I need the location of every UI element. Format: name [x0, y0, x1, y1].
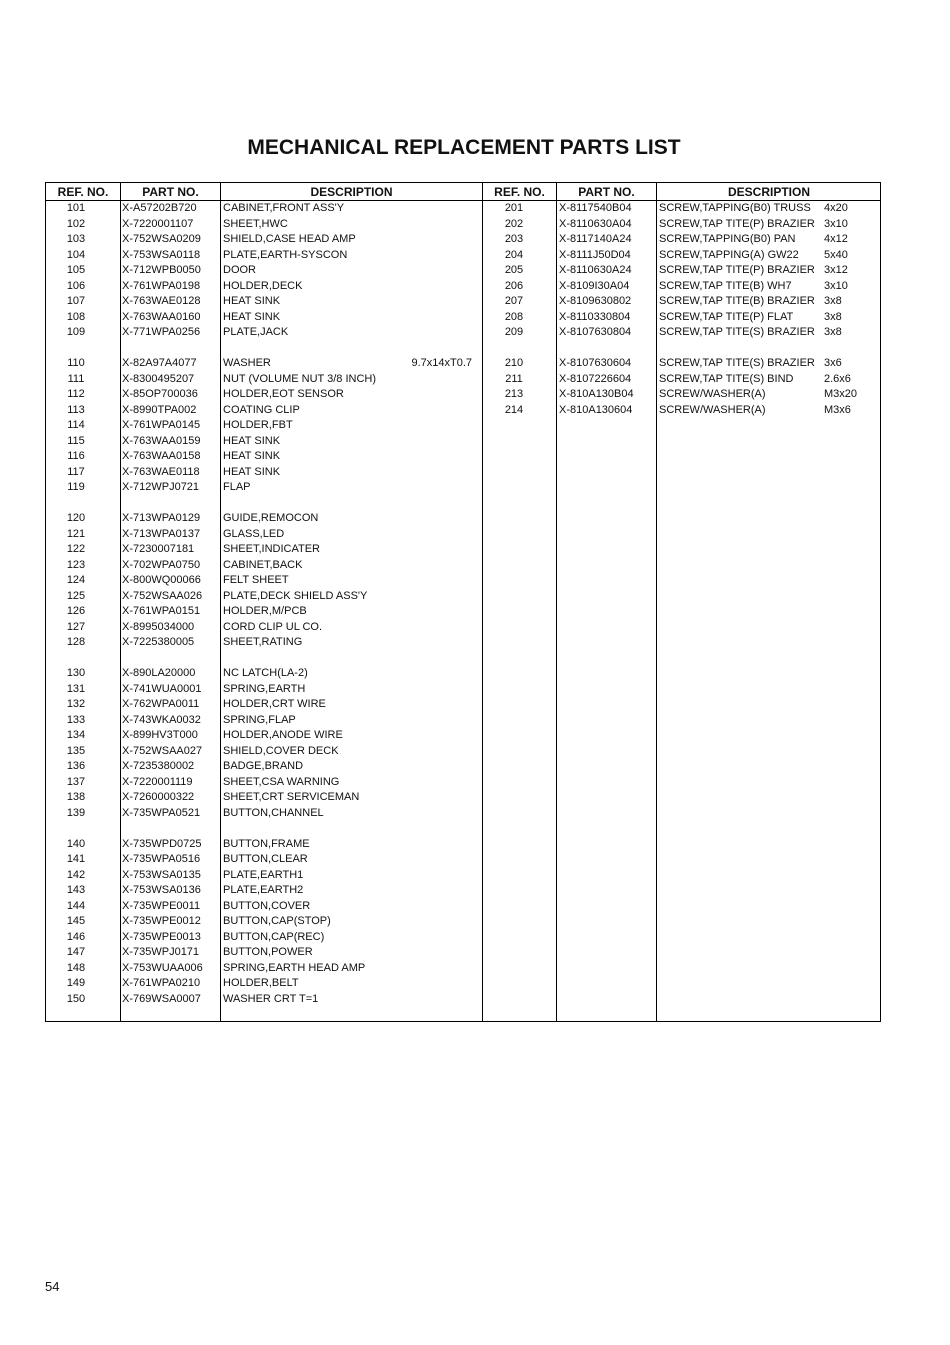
- ref-no-cell: 138: [66, 791, 86, 803]
- part-no-cell: X-713WPA0129: [122, 512, 201, 524]
- page-title: MECHANICAL REPLACEMENT PARTS LIST: [247, 136, 681, 159]
- ref-no-cell: 143: [66, 884, 86, 896]
- ref-no-cell: 144: [66, 899, 86, 912]
- description-cell: BUTTON,CAP(STOP): [223, 915, 331, 927]
- description-cell: HOLDER,M/PCB: [223, 605, 307, 617]
- ref-no-cell: 123: [66, 558, 86, 571]
- part-no-cell: X-763WAA0158: [122, 450, 201, 462]
- description-cell: FLAP: [223, 481, 251, 493]
- description-cell: COATING CLIP: [223, 403, 300, 416]
- description-cell: SHEET,HWC: [223, 217, 288, 230]
- table-row: [46, 201, 880, 217]
- ref-no-cell: 149: [66, 977, 86, 989]
- description-cell: SCREW/WASHER(A): [659, 388, 766, 400]
- ref-no-cell: 142: [66, 868, 86, 881]
- table-row: [46, 573, 880, 589]
- ref-no-cell: 128: [66, 636, 86, 648]
- part-no-cell: X-7260000322: [122, 791, 195, 803]
- table-row: [46, 790, 880, 806]
- part-no-cell: X-702WPA0750: [122, 558, 201, 571]
- part-no-cell: X-8109630802: [559, 295, 632, 307]
- table-row: [46, 558, 880, 574]
- table-row: [46, 883, 880, 899]
- ref-no-cell: 209: [504, 326, 524, 338]
- description-cell: HOLDER,EOT SENSOR: [223, 388, 344, 400]
- spec-cell: 3x6: [824, 357, 842, 369]
- description-cell: SHIELD,COVER DECK: [223, 744, 339, 757]
- table-row: [46, 713, 880, 729]
- part-no-cell: X-761WPA0210: [122, 977, 201, 989]
- table-row: [46, 480, 880, 496]
- description-cell: HEAT SINK: [223, 295, 281, 307]
- table-row: [46, 263, 880, 279]
- ref-no-cell: 148: [66, 961, 86, 974]
- part-no-cell: X-761WPA0198: [122, 279, 201, 292]
- description-cell: HEAT SINK: [223, 434, 281, 447]
- ref-no-cell: 126: [66, 605, 86, 617]
- description-cell: FELT SHEET: [223, 574, 289, 586]
- part-no-cell: X-8995034000: [122, 620, 195, 633]
- description-cell: HOLDER,FBT: [223, 419, 293, 431]
- ref-no-cell: 207: [504, 295, 524, 307]
- table-row: [46, 728, 880, 744]
- header-ref-no-right: REF. NO.: [494, 185, 545, 199]
- description-cell: SCREW,TAP TITE(P) BRAZIER: [659, 217, 815, 230]
- ref-no-cell: 141: [66, 853, 86, 865]
- part-no-cell: X-761WPA0145: [122, 419, 201, 431]
- part-no-cell: X-735WPJ0171: [122, 946, 200, 958]
- part-no-cell: X-753WSA0136: [122, 884, 201, 896]
- ref-no-cell: 103: [66, 233, 86, 245]
- ref-no-cell: 136: [66, 760, 86, 772]
- description-cell: GUIDE,REMOCON: [223, 512, 319, 524]
- description-cell: SCREW,TAP TITE(B) WH7: [659, 279, 792, 292]
- table-row: [46, 449, 880, 465]
- description-cell: NUT (VOLUME NUT 3/8 INCH): [223, 372, 377, 385]
- ref-no-cell: 102: [66, 217, 86, 230]
- part-no-cell: X-735WPA0516: [122, 853, 201, 865]
- ref-no-cell: 133: [66, 713, 86, 726]
- part-no-cell: X-899HV3T000: [122, 729, 198, 741]
- description-cell: DOOR: [223, 264, 256, 276]
- ref-no-cell: 101: [66, 202, 86, 214]
- description-cell: HEAT SINK: [223, 450, 281, 462]
- ref-no-cell: 110: [67, 357, 85, 369]
- description-cell: SCREW,TAP TITE(B) BRAZIER: [659, 295, 815, 307]
- spec-cell: 3x8: [824, 326, 842, 338]
- spec-cell: 3x8: [824, 295, 842, 307]
- part-no-cell: X-743WKA0032: [122, 713, 201, 726]
- ref-no-cell: 130: [66, 667, 86, 679]
- part-no-cell: X-762WPA0011: [122, 698, 200, 710]
- part-no-cell: X-752WSA0209: [122, 233, 201, 245]
- ref-no-cell: 104: [66, 248, 86, 261]
- table-row: [46, 310, 880, 326]
- table-row: [46, 992, 880, 1008]
- part-no-cell: X-735WPA0521: [122, 806, 201, 819]
- part-no-cell: X-8110330804: [559, 310, 631, 323]
- spec-cell: 3x10: [824, 217, 848, 230]
- ref-no-cell: 119: [67, 481, 85, 493]
- ref-no-cell: 140: [66, 837, 86, 850]
- description-cell: BUTTON,FRAME: [223, 837, 310, 850]
- part-no-cell: X-810A130604: [559, 403, 633, 416]
- table-row: [46, 248, 880, 264]
- description-cell: PLATE,EARTH2: [223, 884, 304, 896]
- table-row: [46, 852, 880, 868]
- spec-cell: M3x6: [824, 403, 851, 416]
- part-no-cell: X-8107630804: [559, 326, 632, 338]
- ref-no-cell: 122: [66, 543, 86, 555]
- ref-no-cell: 112: [67, 388, 85, 400]
- ref-no-cell: 205: [504, 264, 524, 276]
- ref-no-cell: 201: [504, 202, 524, 214]
- table-row: [46, 356, 880, 372]
- ref-no-cell: 106: [66, 279, 86, 292]
- description-cell: PLATE,EARTH-SYSCON: [223, 248, 348, 261]
- description-cell: HOLDER,CRT WIRE: [223, 698, 326, 710]
- table-row: [46, 635, 880, 651]
- description-cell: WASHER CRT T=1: [223, 992, 319, 1005]
- spec-cell: 9.7x14xT0.7: [411, 357, 472, 369]
- table-row: [46, 666, 880, 682]
- ref-no-cell: 109: [66, 326, 86, 338]
- description-cell: NC LATCH(LA-2): [223, 667, 308, 679]
- part-no-cell: X-741WUA0001: [122, 682, 202, 695]
- spec-cell: M3x20: [824, 388, 858, 400]
- description-cell: SCREW,TAP TITE(S) BRAZIER: [659, 357, 815, 369]
- ref-no-cell: 139: [66, 806, 86, 819]
- part-no-cell: X-735WPD0725: [122, 837, 202, 850]
- ref-no-cell: 115: [67, 434, 85, 447]
- description-cell: HEAT SINK: [223, 310, 281, 323]
- table-row: [46, 976, 880, 992]
- table-row: [46, 387, 880, 403]
- ref-no-cell: 206: [504, 279, 524, 292]
- part-no-cell: X-800WQ00066: [122, 574, 201, 586]
- description-cell: SCREW,TAP TITE(S) BRAZIER: [659, 326, 815, 338]
- table-row: [46, 930, 880, 946]
- part-no-cell: X-712WPB0050: [122, 264, 201, 276]
- part-no-cell: X-752WSAA026: [122, 589, 203, 602]
- table-row: [46, 232, 880, 248]
- spec-cell: 5x40: [824, 248, 848, 261]
- description-cell: SCREW,TAPPING(B0) PAN: [659, 233, 796, 245]
- table-row: [46, 620, 880, 636]
- spec-cell: 4x20: [824, 202, 848, 214]
- ref-no-cell: 124: [66, 574, 86, 586]
- description-cell: SCREW,TAP TITE(P) FLAT: [659, 310, 794, 323]
- description-cell: PLATE,EARTH1: [223, 868, 304, 881]
- table-row: [46, 759, 880, 775]
- spec-cell: 3x8: [824, 310, 842, 323]
- part-no-cell: X-763WAE0118: [122, 465, 200, 478]
- table-row: [46, 806, 880, 822]
- ref-no-cell: 150: [66, 992, 86, 1005]
- description-cell: SHEET,CRT SERVICEMAN: [223, 791, 360, 803]
- part-no-cell: X-7235380002: [122, 760, 195, 772]
- header-part-no-left: PART NO.: [142, 185, 199, 199]
- part-no-cell: X-8110630A24: [559, 264, 632, 276]
- ref-no-cell: 125: [66, 589, 86, 602]
- table-row: [46, 589, 880, 605]
- description-cell: BADGE,BRAND: [223, 760, 304, 772]
- part-no-cell: X-810A130B04: [559, 388, 634, 400]
- ref-no-cell: 208: [504, 310, 524, 323]
- page-number: 54: [45, 1279, 60, 1294]
- description-cell: SHIELD,CASE HEAD AMP: [223, 233, 356, 245]
- part-no-cell: X-A57202B720: [122, 202, 197, 214]
- part-no-cell: X-735WPE0011: [122, 899, 201, 912]
- ref-no-cell: 127: [66, 620, 86, 633]
- description-cell: SPRING,EARTH: [223, 682, 306, 695]
- description-cell: PLATE,JACK: [223, 326, 289, 338]
- description-cell: WASHER: [223, 357, 271, 369]
- description-cell: SCREW,TAP TITE(P) BRAZIER: [659, 264, 815, 276]
- description-cell: BUTTON,POWER: [223, 946, 313, 958]
- description-cell: HEAT SINK: [223, 465, 281, 478]
- spec-cell: 2.6x6: [824, 372, 851, 385]
- part-no-cell: X-769WSA0007: [122, 992, 201, 1005]
- part-no-cell: X-8110630A04: [559, 217, 632, 230]
- description-cell: SCREW/WASHER(A): [659, 403, 766, 416]
- ref-no-cell: 213: [504, 388, 524, 400]
- part-no-cell: X-7230007181: [122, 543, 195, 555]
- description-cell: BUTTON,CHANNEL: [223, 806, 324, 819]
- ref-no-cell: 114: [67, 419, 85, 431]
- part-no-cell: X-8117140A24: [559, 233, 632, 245]
- part-no-cell: X-8990TPA002: [122, 403, 197, 416]
- ref-no-cell: 135: [66, 744, 86, 757]
- table-row: [46, 682, 880, 698]
- part-no-cell: X-7220001119: [122, 775, 193, 788]
- ref-no-cell: 147: [66, 946, 86, 958]
- part-no-cell: X-8300495207: [122, 372, 195, 385]
- ref-no-cell: 120: [66, 512, 86, 524]
- part-no-cell: X-763WAA0159: [122, 434, 201, 447]
- ref-no-cell: 107: [66, 295, 86, 307]
- part-no-cell: X-8109I30A04: [559, 279, 630, 292]
- header-description-left: DESCRIPTION: [310, 185, 393, 199]
- table-row: [46, 325, 880, 341]
- description-cell: CABINET,BACK: [223, 558, 303, 571]
- ref-no-cell: 108: [66, 310, 86, 323]
- ref-no-cell: 210: [504, 357, 524, 369]
- table-row: [46, 465, 880, 481]
- table-row: [46, 511, 880, 527]
- description-cell: GLASS,LED: [223, 527, 285, 540]
- description-cell: SHEET,CSA WARNING: [223, 775, 340, 788]
- table-row: [46, 217, 880, 233]
- table-row: [46, 775, 880, 791]
- part-no-cell: X-761WPA0151: [122, 605, 201, 617]
- spec-cell: 4x12: [824, 233, 848, 245]
- table-row: [46, 604, 880, 620]
- description-cell: HOLDER,ANODE WIRE: [223, 729, 343, 741]
- ref-no-cell: 211: [505, 372, 523, 385]
- table-row: [46, 744, 880, 760]
- part-no-cell: X-713WPA0137: [122, 527, 201, 540]
- description-cell: CORD CLIP UL CO.: [223, 620, 323, 633]
- description-cell: SCREW,TAPPING(B0) TRUSS: [659, 202, 811, 214]
- table-row: [46, 868, 880, 884]
- description-cell: PLATE,DECK SHIELD ASS'Y: [223, 589, 368, 602]
- table-row: [46, 945, 880, 961]
- ref-no-cell: 113: [67, 403, 85, 416]
- ref-no-cell: 121: [66, 527, 86, 540]
- ref-no-cell: 146: [66, 930, 86, 943]
- ref-no-cell: 131: [66, 682, 86, 695]
- part-no-cell: X-8107630604: [559, 357, 632, 369]
- description-cell: BUTTON,CAP(REC): [223, 930, 325, 943]
- part-no-cell: X-7220001107: [122, 217, 194, 230]
- parts-table: [45, 182, 881, 1022]
- part-no-cell: X-82A97A4077: [122, 357, 197, 369]
- description-cell: SHEET,INDICATER: [223, 543, 320, 555]
- part-no-cell: X-752WSAA027: [122, 744, 203, 757]
- table-row: [46, 837, 880, 853]
- ref-no-cell: 137: [66, 775, 86, 788]
- part-no-cell: X-771WPA0256: [122, 326, 201, 338]
- table-row: [46, 418, 880, 434]
- description-cell: SCREW,TAPPING(A) GW22: [659, 248, 799, 261]
- part-no-cell: X-8117540B04: [559, 202, 632, 214]
- description-cell: SHEET,RATING: [223, 636, 303, 648]
- ref-no-cell: 214: [504, 403, 524, 416]
- table-row: [46, 899, 880, 915]
- description-cell: SCREW,TAP TITE(S) BIND: [659, 372, 794, 385]
- ref-no-cell: 145: [66, 915, 86, 927]
- part-no-cell: X-753WSA0118: [122, 248, 201, 261]
- part-no-cell: X-890LA20000: [122, 667, 196, 679]
- description-cell: HOLDER,BELT: [223, 977, 299, 989]
- header-ref-no-left: REF. NO.: [57, 185, 109, 199]
- table-row: [46, 279, 880, 295]
- part-no-cell: X-735WPE0012: [122, 915, 201, 927]
- header-part-no-right: PART NO.: [578, 185, 635, 199]
- spec-cell: 3x10: [824, 279, 848, 292]
- part-no-cell: X-8111J50D04: [559, 248, 631, 261]
- description-cell: BUTTON,COVER: [223, 899, 311, 912]
- header-description-right: DESCRIPTION: [727, 185, 810, 199]
- table-row: [46, 527, 880, 543]
- ref-no-cell: 117: [67, 465, 85, 478]
- description-cell: SPRING,EARTH HEAD AMP: [223, 961, 366, 974]
- part-no-cell: X-763WAE0128: [122, 295, 201, 307]
- part-no-cell: X-753WSA0135: [122, 868, 201, 881]
- description-cell: HOLDER,DECK: [223, 279, 303, 292]
- table-row: [46, 914, 880, 930]
- table-row: [46, 372, 880, 388]
- part-no-cell: X-8107226604: [559, 372, 632, 385]
- part-no-cell: X-735WPE0013: [122, 930, 201, 943]
- table-row: [46, 403, 880, 419]
- part-no-cell: X-763WAA0160: [122, 310, 201, 323]
- description-cell: SPRING,FLAP: [223, 713, 296, 726]
- table-row: [46, 961, 880, 977]
- ref-no-cell: 202: [504, 217, 524, 230]
- ref-no-cell: 203: [504, 233, 524, 245]
- ref-no-cell: 134: [66, 729, 86, 741]
- description-cell: CABINET,FRONT ASS'Y: [223, 202, 345, 214]
- ref-no-cell: 105: [66, 264, 86, 276]
- table-row: [46, 294, 880, 310]
- ref-no-cell: 116: [67, 450, 85, 462]
- table-row: [46, 542, 880, 558]
- part-no-cell: X-7225380005: [122, 636, 195, 648]
- part-no-cell: X-85OP700036: [122, 388, 198, 400]
- description-cell: BUTTON,CLEAR: [223, 853, 308, 865]
- part-no-cell: X-753WUAA006: [122, 961, 203, 974]
- ref-no-cell: 132: [66, 698, 86, 710]
- table-row: [46, 697, 880, 713]
- part-no-cell: X-712WPJ0721: [122, 481, 200, 493]
- ref-no-cell: 204: [504, 248, 524, 261]
- spec-cell: 3x12: [824, 264, 848, 276]
- ref-no-cell: 111: [67, 372, 85, 385]
- table-row: [46, 434, 880, 450]
